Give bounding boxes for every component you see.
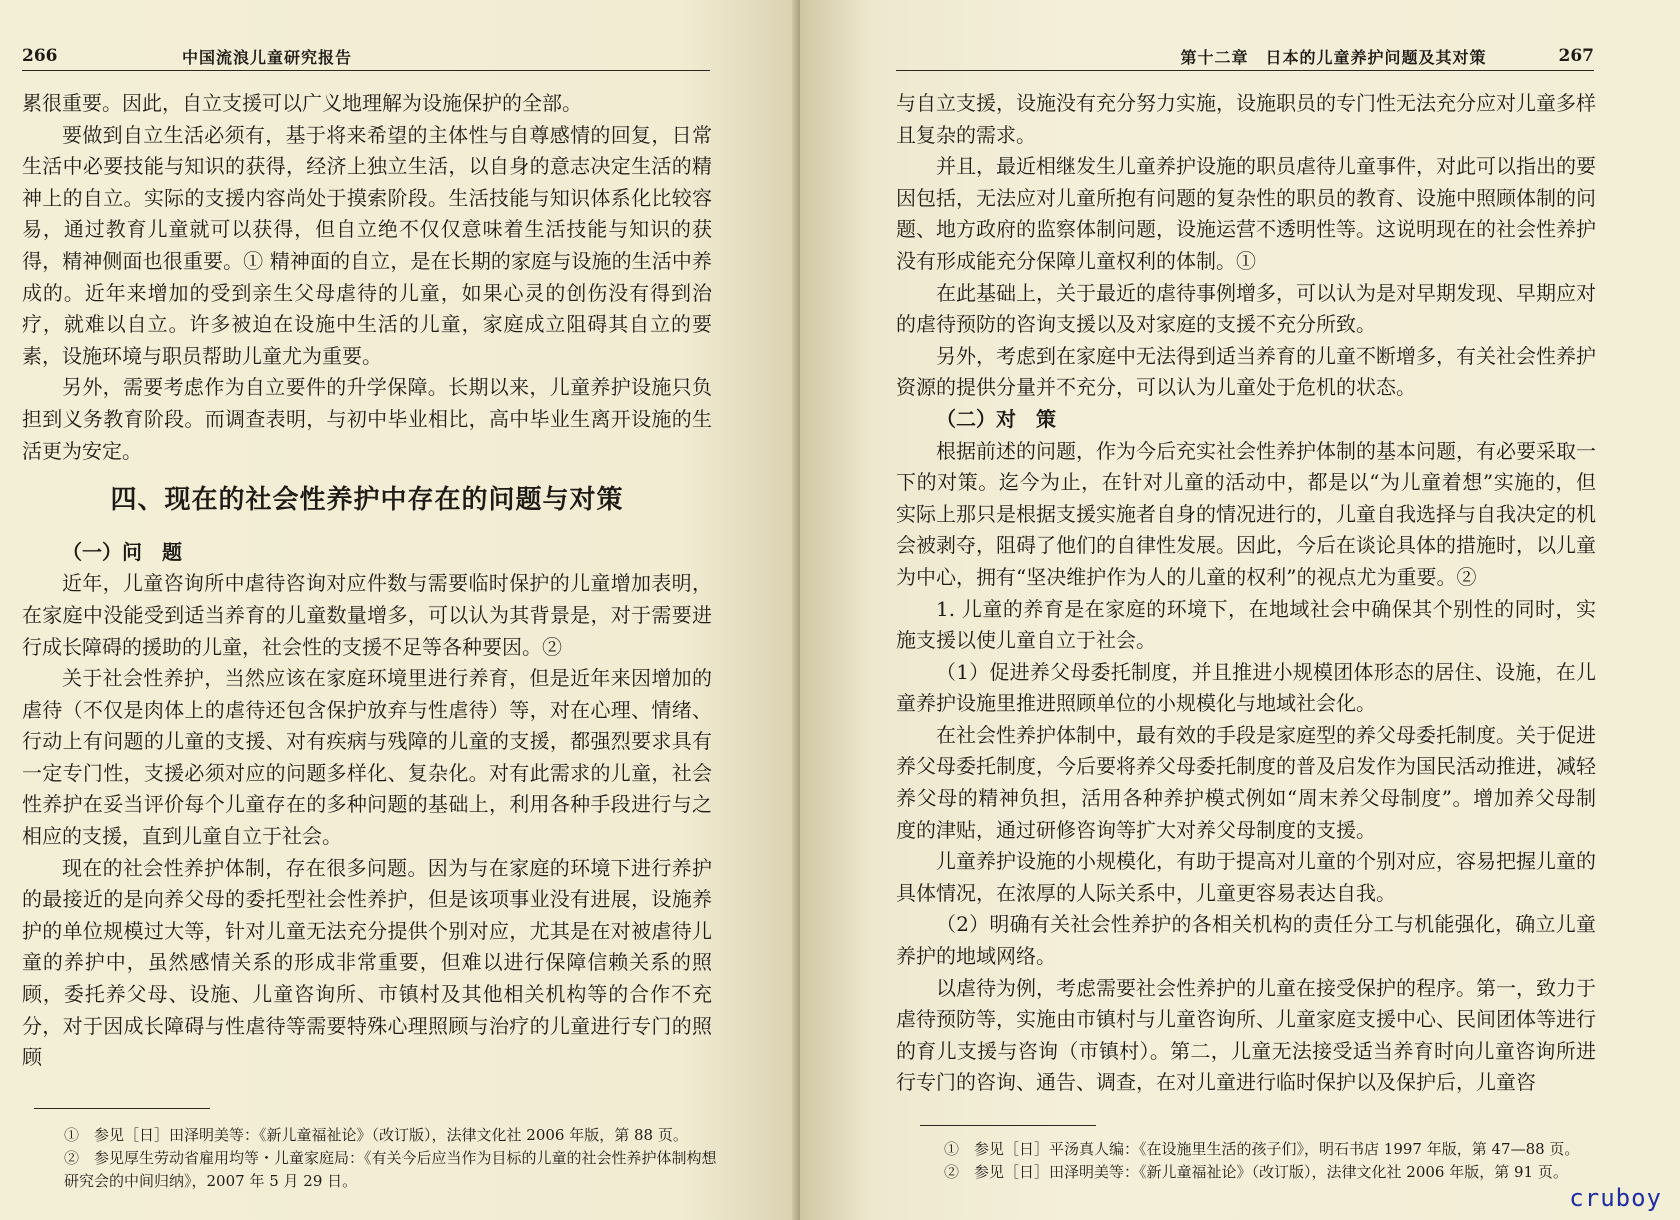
paragraph: （1）促进养父母委托制度，并且推进小规模团体形态的居住、设施，在儿童养护设施里推进照顾单位的小规模化与地域社会化。 xyxy=(896,659,1596,716)
subsection-title: （一）问 题 xyxy=(62,539,182,564)
right-footnotes xyxy=(920,1138,1600,1184)
running-head: 中国流浪儿童研究报告 xyxy=(182,47,353,67)
page-number: 266 xyxy=(22,46,58,66)
footnote: ② 参见［日］田泽明美等：《新儿童福祉论》（改订版），法律文化社 2006 年版，第 91 页。 xyxy=(944,1163,1568,1181)
running-head: 第十二章 日本的儿童养护问题及其对策 xyxy=(1180,47,1487,67)
paragraph: 1. 儿童的养育是在家庭的环境下，在地域社会中确保其个别性的同时，实施支援以使儿童自立于社会。 xyxy=(896,596,1596,653)
paragraph: 在此基础上，关于最近的虐待事例增多，可以认为是对早期发现、早期应对的虐待预防的咨询支援以及对家庭的支援不充分所致。 xyxy=(896,280,1596,337)
paragraph: 并且，最近相继发生儿童养护设施的职员虐待儿童事件，对此可以指出的要因包括，无法应对儿童所抱有问题的复杂性的职员的教育、设施中照顾体制的问题、地方政府的监察体制问题，设施运营不透明性等。这说明现在的社会性养护没有形成能充分保障儿童权利的体制。① xyxy=(896,154,1596,273)
paragraph: 在社会性养护体制中，最有效的手段是家庭型的养父母委托制度。关于促进养父母委托制度，今后要将养父母委托制度的普及启发作为国民活动推进，减轻养父母的精神负担，活用各种养护模式例如“周末养父母制度”。增加养父母制度的津贴，通过研修咨询等扩大对养父母制度的支援。 xyxy=(896,722,1596,842)
paragraph: 根据前述的问题，作为今后充实社会性养护体制的基本问题，有必要采取一下的对策。迄今为止，在针对儿童的活动中，都是以“为儿童着想”实施的，但实际上那只是根据支援实施者自身的情况进行的，儿童自我选择与自我决定的机会被剥夺，阻碍了他们的自律性发展。因此，今后在谈论具体的措施时，以儿童为中心，拥有“坚决维护作为人的儿童的权利”的视点尤为重要。② xyxy=(896,438,1596,589)
page-number: 267 xyxy=(1558,46,1594,66)
footnote: ① 参见［日］田泽明美等：《新儿童福祉论》（改订版），法律文化社 2006 年版，第 88 页。 xyxy=(64,1126,688,1144)
footnote: ② 参见厚生劳动省雇用均等・儿童家庭局：《有关今后应当作为目标的儿童的社会性养护体制构想研究会的中间归纳》，2007 年 5 月 29 日。 xyxy=(64,1149,717,1190)
subsection-title: （二）对 策 xyxy=(936,406,1056,431)
paragraph: 现在的社会性养护体制，存在很多问题。因为与在家庭的环境下进行养护的最接近的是向养父母的委托型社会性养护，但是该项事业没有进展，设施养护的单位规模过大等，针对儿童无法充分提供个别对应，尤其是在对被虐待儿童的养护中，虽然感情关系的形成非常重要，但难以进行保障信赖关系的照顾，委托养父母、设施、儿童咨询所、市镇村及其他相关机构等的合作不充分，对于因成长障碍与性虐待等需要特殊心理照顾与治疗的儿童进行专门的照顾 xyxy=(22,855,712,1070)
paragraph: 与自立支援，设施没有充分努力实施，设施职员的专门性无法充分应对儿童多样且复杂的需求。 xyxy=(896,91,1596,147)
left-page xyxy=(0,0,800,1220)
watermark: cruboy xyxy=(1569,1184,1662,1212)
right-page-body xyxy=(896,88,1596,1099)
paragraph: 另外，需要考虑作为自立要件的升学保障。长期以来，儿童养护设施只负担到义务教育阶段。而调查表明，与初中毕业相比，高中毕业生离开设施的生活更为安定。 xyxy=(22,375,712,463)
right-page xyxy=(800,0,1680,1220)
section-title: 四、现在的社会性养护中存在的问题与对策 xyxy=(110,485,624,516)
paragraph: 另外，考虑到在家庭中无法得到适当养育的儿童不断增多，有关社会性养护资源的提供分量并不充分，可以认为儿童处于危机的状态。 xyxy=(896,343,1596,400)
paragraph: （2）明确有关社会性养护的各相关机构的责任分工与机能强化，确立儿童养护的地域网络。 xyxy=(896,912,1596,969)
left-page-header xyxy=(22,42,710,71)
left-footnotes xyxy=(40,1124,730,1193)
paragraph: 关于社会性养护，当然应该在家庭环境里进行养育，但是近年来因增加的虐待（不仅是肉体上的虐待还包含保护放弃与性虐待）等，对在心理、情绪、行动上有问题的儿童的支援、对有疾病与残障的儿童的支援，都强烈要求具有一定专门性，支援必须对应的问题多样化、复杂化。对有此需求的儿童，社会性养护在妥当评价每个儿童存在的多种问题的基础上，利用各种手段进行与之相应的支援，直到儿童自立于社会。 xyxy=(22,666,712,849)
paragraph: 近年，儿童咨询所中虐待咨询对应件数与需要临时保护的儿童增加表明，在家庭中没能受到适当养育的儿童数量增多，可以认为其背景是，对于需要进行成长障碍的援助的儿童，社会性的支援不足等各种要因。② xyxy=(22,571,712,659)
paragraph: 儿童养护设施的小规模化，有助于提高对儿童的个别对应，容易把握儿童的具体情况，在浓厚的人际关系中，儿童更容易表达自我。 xyxy=(896,849,1596,905)
footnote: ① 参见［日］平汤真人编：《在设施里生活的孩子们》，明石书店 1997 年版，第 47—88 页。 xyxy=(944,1140,1580,1158)
right-page-header xyxy=(896,42,1594,71)
paragraph: 要做到自立生活必须有，基于将来希望的主体性与自尊感情的回复，日常生活中必要技能与知识的获得，经济上独立生活，以自身的意志决定生活的精神上的自立。实际的支援内容尚处于摸索阶段。生活技能与知识体系化比较容易，通过教育儿童就可以获得，但自立绝不仅仅意味着生活技能与知识的获得，精神侧面也很重要。① 精神面的自立，是在长期的家庭与设施的生活中养成的。近年来增加的受到亲生父母虐待的儿童，如果心灵的创伤没有得到治疗，就难以自立。许多被迫在设施中生活的儿童，家庭成立阻碍其自立的要素，设施环境与职员帮助儿童尤为重要。 xyxy=(22,122,712,368)
left-page-body xyxy=(22,88,712,1074)
footnote-rule xyxy=(34,1108,210,1109)
paragraph: 累很重要。因此，自立支援可以广义地理解为设施保护的全部。 xyxy=(22,91,582,115)
footnote-rule xyxy=(920,1125,1096,1126)
paragraph: 以虐待为例，考虑需要社会性养护的儿童在接受保护的程序。第一，致力于虐待预防等，实施由市镇村与儿童咨询所、儿童家庭支援中心、民间团体等进行的育儿支援与咨询（市镇村）。第二，儿童无法接受适当养育时向儿童咨询所进行专门的咨询、通告、调查，在对儿童进行临时保护以及保护后，儿童咨 xyxy=(896,975,1596,1095)
